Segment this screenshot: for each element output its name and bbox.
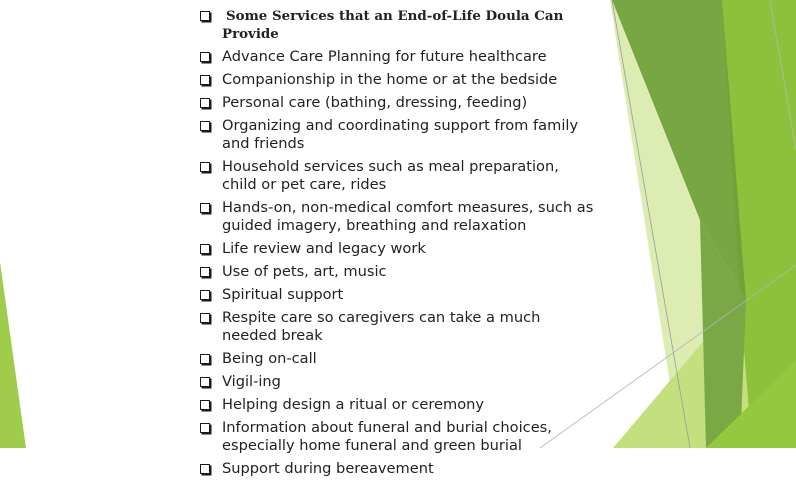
checkbox-bullet-icon [200,400,210,410]
checkbox-bullet-icon [200,377,210,387]
checkbox-bullet-icon [200,75,210,85]
checkbox-bullet-icon [200,244,210,254]
list-item [198,309,598,345]
checkbox-bullet-icon [200,354,210,364]
list-item [198,396,598,414]
list-item-text: Being on-call [222,350,317,367]
checkbox-bullet-icon [200,267,210,277]
checkbox-bullet-icon [200,203,210,213]
list-item-text: Use of pets, art, music [222,263,387,280]
list-item [198,199,598,235]
list-item [198,94,598,112]
list-item [198,263,598,281]
checkbox-bullet-icon [200,464,210,474]
checkbox-bullet-icon [200,121,210,131]
checkbox-bullet-icon [200,423,210,433]
services-list [198,0,598,483]
left-green-shape [0,262,26,448]
list-item [198,117,598,153]
list-heading [198,7,598,43]
list-item-text: Respite care so caregivers can take a much needed break [222,309,541,344]
list-item [198,158,598,194]
list-item-text: Organizing and coordinating support from family and friends [222,117,579,152]
checkbox-bullet-icon [200,52,210,62]
list-item [198,240,598,258]
list-item-text: Personal care (bathing, dressing, feeding) [222,94,528,111]
checkbox-bullet-icon [200,290,210,300]
list-item-text: Advance Care Planning for future healthcare [222,48,547,65]
checkbox-bullet-icon [200,11,210,21]
list-item-text: Hands-on, non-medical comfort measures, such as guided imagery, breathing and relaxation [222,199,594,234]
list-item-text: Household services such as meal preparation, child or pet care, rides [222,158,559,193]
list-item [198,286,598,304]
checkbox-bullet-icon [200,98,210,108]
list-item [198,419,598,455]
list-item-text: Support during bereavement [222,460,434,477]
list-item [198,48,598,66]
list-item-text: Companionship in the home or at the bedside [222,71,558,88]
heading-text: Some Services that an End-of-Life Doula Can Provide [222,8,564,42]
list-item-text: Life review and legacy work [222,240,426,257]
checkbox-bullet-icon [200,162,210,172]
list-item [198,350,598,368]
list-item-text: Helping design a ritual or ceremony [222,396,485,413]
list-item-text: Spiritual support [222,286,344,303]
checkbox-bullet-icon [200,313,210,323]
list-item [198,373,598,391]
list-item [198,71,598,89]
list-item-text: Information about funeral and burial choices, especially home funeral and green burial [222,419,552,454]
list-item-text: Vigil-ing [222,373,281,390]
list-item [198,460,598,478]
